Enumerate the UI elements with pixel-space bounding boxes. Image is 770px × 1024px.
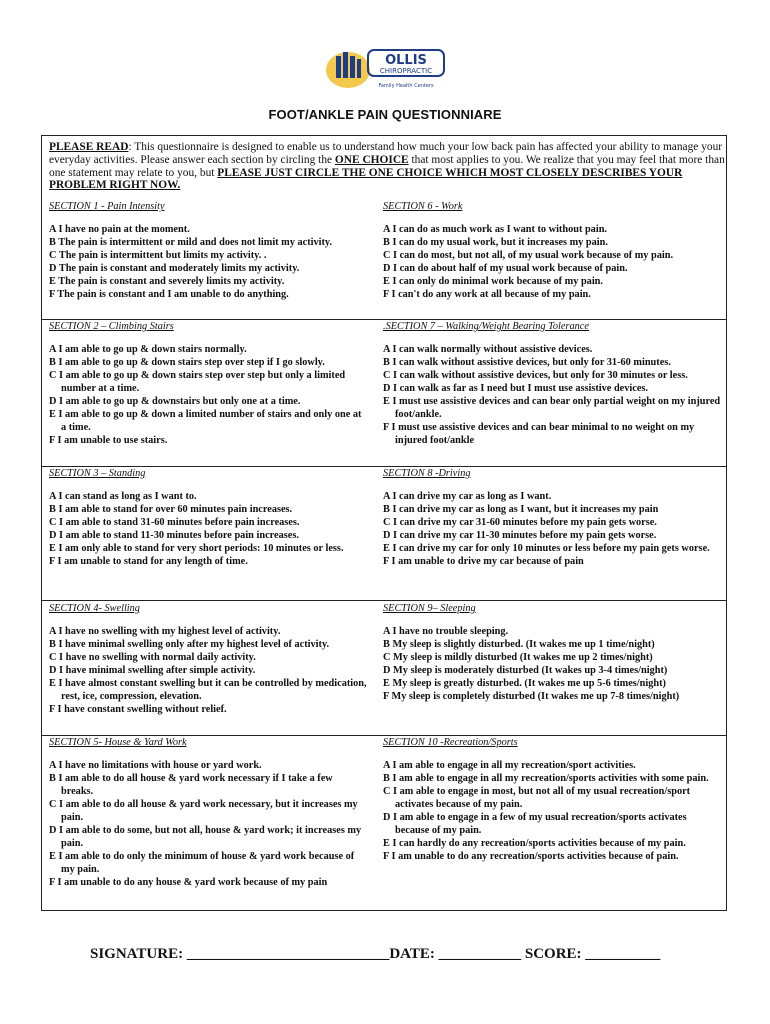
answer-option[interactable]: D I am able to engage in a few of my usual recreation/sports activates because of my pain. (383, 812, 687, 836)
answer-option[interactable]: D I can drive my car 11-30 minutes before my pain gets worse. (383, 530, 657, 541)
section-block (383, 200, 723, 301)
one-choice-label: ONE CHOICE (334, 153, 409, 166)
section-heading: SECTION 6 - Work (383, 201, 463, 212)
answer-option[interactable]: A I am able to go up & down stairs normally. (49, 344, 247, 355)
answer-option[interactable]: E I can only do minimal work because of my pain. (383, 276, 603, 287)
answer-option[interactable]: F My sleep is completely disturbed (It wakes me up 7-8 times/night) (383, 691, 680, 702)
section-block (49, 320, 367, 447)
answer-option[interactable]: B I can do my usual work, but it increases my pain. (383, 237, 608, 248)
answer-option[interactable]: A I can do as much work as I want to without pain. (383, 224, 607, 235)
answer-option[interactable]: D The pain is constant and moderately limits my activity. (49, 263, 300, 274)
answer-option[interactable]: E I must use assistive devices and can bear only partial weight on my injured foot/ankle. (383, 396, 721, 420)
section-heading: SECTION 9– Sleeping (383, 603, 476, 614)
answer-option[interactable]: B I have minimal swelling only after my highest level of activity. (49, 639, 330, 650)
answer-option[interactable]: D I am able to do some, but not all, house & yard work; it increases my pain. (49, 825, 362, 849)
answer-option[interactable]: F The pain is constant and I am unable to do anything. (49, 289, 289, 300)
section-block (49, 602, 367, 716)
answer-option[interactable]: E I can hardly do any recreation/sports activities because of my pain. (383, 838, 686, 849)
answer-option[interactable]: A I can drive my car as long as I want. (383, 491, 552, 502)
section-block (49, 467, 367, 568)
answer-option[interactable]: C I can do most, but not all, of my usual work because of my pain. (383, 250, 674, 261)
intro-text-2: that most applies to you. We realize that you may feel that more than one statement may relate to you, but (49, 153, 725, 179)
answer-option[interactable]: B The pain is intermittent or mild and does not limit my activity. (49, 237, 333, 248)
answer-option[interactable]: D I am able to go up & downstairs but only one at a time. (49, 396, 301, 407)
answer-option[interactable]: F I am unable to do any recreation/sports activities because of pain. (383, 851, 679, 862)
answer-option[interactable]: E I am only able to stand for very short periods: 10 minutes or less. (49, 543, 344, 554)
answer-option[interactable]: F I am unable to drive my car because of pain (383, 556, 584, 567)
answer-option[interactable]: B I am able to stand for over 60 minutes pain increases. (49, 504, 293, 515)
answer-option[interactable]: E I can drive my car for only 10 minutes or less before my pain gets worse. (383, 543, 710, 554)
section-heading: SECTION 8 -Driving (383, 468, 471, 479)
answer-option[interactable]: C I am able to do all house & yard work necessary, but it increases my pain. (49, 799, 358, 823)
section-heading: SECTION 2 – Climbing Stairs (49, 321, 174, 332)
intro-paragraph (49, 141, 725, 192)
section-block (49, 736, 367, 889)
answer-option[interactable]: C I can drive my car 31-60 minutes before my pain gets worse. (383, 517, 657, 528)
answer-option[interactable]: A I am able to engage in all my recreation/sport activities. (383, 760, 636, 771)
row-divider (41, 600, 727, 601)
section-block (383, 320, 723, 447)
answer-option[interactable]: C I have no swelling with normal daily activity. (49, 652, 256, 663)
answer-option[interactable]: D I have minimal swelling after simple activity. (49, 665, 256, 676)
section-block (383, 736, 723, 863)
ollis-chiropractic-logo (322, 48, 448, 90)
answer-option[interactable]: D I can walk as far as I need but I must use assistive devices. (383, 383, 648, 394)
answer-option[interactable]: A I have no limitations with house or yard work. (49, 760, 262, 771)
answer-option[interactable]: E I have almost constant swelling but it can be controlled by medication, rest, ice, compression, elevation. (49, 678, 367, 702)
answer-option[interactable]: B I can drive my car as long as I want, but it increases my pain (383, 504, 659, 515)
answer-option[interactable]: F I am unable to stand for any length of time. (49, 556, 248, 567)
answer-option[interactable]: C I am able to stand 31-60 minutes before pain increases. (49, 517, 300, 528)
section-heading: SECTION 4- Swelling (49, 603, 140, 614)
section-heading: SECTION 5- House & Yard Work (49, 737, 187, 748)
answer-option[interactable]: B I am able to go up & down stairs step over step if I go slowly. (49, 357, 325, 368)
answer-option[interactable]: A I have no swelling with my highest level of activity. (49, 626, 281, 637)
answer-option[interactable]: F I am unable to use stairs. (49, 435, 168, 446)
signature-line: SIGNATURE: ___________________________DATE: ___________ SCORE: __________ (90, 946, 661, 962)
answer-option[interactable]: A I have no pain at the moment. (49, 224, 190, 235)
answer-option[interactable]: E My sleep is greatly disturbed. (It wakes me up 5-6 times/night) (383, 678, 666, 689)
answer-option[interactable]: D I can do about half of my usual work because of pain. (383, 263, 628, 274)
answer-option[interactable]: C I am able to go up & down stairs step over step but only a limited number at a time. (49, 370, 346, 394)
answer-option[interactable]: F I can't do any work at all because of my pain. (383, 289, 591, 300)
answer-option[interactable]: F I must use assistive devices and can bear minimal to no weight on my injured foot/ankle (383, 422, 695, 446)
answer-option[interactable]: D My sleep is moderately disturbed (It wakes up 3-4 times/night) (383, 665, 668, 676)
section-block (383, 467, 723, 568)
please-read-label: PLEASE READ (49, 141, 129, 153)
logo-tagline: Family Health Centers (378, 83, 434, 89)
answer-option[interactable]: C The pain is intermittent but limits my activity. . (49, 250, 267, 261)
logo-sub: CHIROPRACTIC (379, 67, 433, 75)
answer-option[interactable]: A I can walk normally without assistive devices. (383, 344, 593, 355)
answer-option[interactable]: A I can stand as long as I want to. (49, 491, 197, 502)
answer-option[interactable]: E I am able to go up & down a limited number of stairs and only one at a time. (49, 409, 362, 433)
answer-option[interactable]: E I am able to do only the minimum of house & yard work because of my pain. (49, 851, 355, 875)
answer-option[interactable]: F I am unable to do any house & yard work because of my pain (49, 877, 328, 888)
logo-brand: OLLIS (385, 53, 427, 68)
section-heading: SECTION 10 -Recreation/Sports (383, 737, 518, 748)
section-block (383, 602, 723, 703)
answer-option[interactable]: C I am able to engage in most, but not all of my usual recreation/sport activates because of my pain. (383, 786, 691, 810)
section-heading: .SECTION 7 – Walking/Weight Bearing Tolerance (383, 321, 589, 332)
answer-option[interactable]: C My sleep is mildly disturbed (It wakes me up 2 times/night) (383, 652, 653, 663)
answer-option[interactable]: E The pain is constant and severely limits my activity. (49, 276, 285, 287)
page-title: FOOT/ANKLE PAIN QUESTIONNIARE (268, 107, 502, 122)
section-heading: SECTION 1 - Pain Intensity (49, 201, 165, 212)
answer-option[interactable]: B I am able to do all house & yard work necessary if I take a few breaks. (49, 773, 333, 797)
section-heading: SECTION 3 – Standing (49, 468, 146, 479)
section-block (49, 200, 367, 301)
answer-option[interactable]: B I can walk without assistive devices, but only for 31-60 minutes. (383, 357, 671, 368)
answer-option[interactable]: B I am able to engage in all my recreation/sports activities with some pain. (383, 773, 709, 784)
answer-option[interactable]: B My sleep is slightly disturbed. (It wakes me up 1 time/night) (383, 639, 655, 650)
intro-text-1: : This questionnaire is designed to enable us to understand how much your low back pain has affected your ability to manage your everyday activities. Please answer each section by circling the (49, 141, 723, 166)
answer-option[interactable]: D I am able to stand 11-30 minutes before pain increases. (49, 530, 299, 541)
circle-instruction: PLEASE JUST CIRCLE THE ONE CHOICE WHICH MOST CLOSELY DESCRIBES YOUR PROBLEM RIGHT NOW. (49, 166, 683, 192)
answer-option[interactable]: A I have no trouble sleeping. (383, 626, 509, 637)
answer-option[interactable]: F I have constant swelling without relief. (49, 704, 227, 715)
answer-option[interactable]: C I can walk without assistive devices, but only for 30 minutes or less. (383, 370, 688, 381)
